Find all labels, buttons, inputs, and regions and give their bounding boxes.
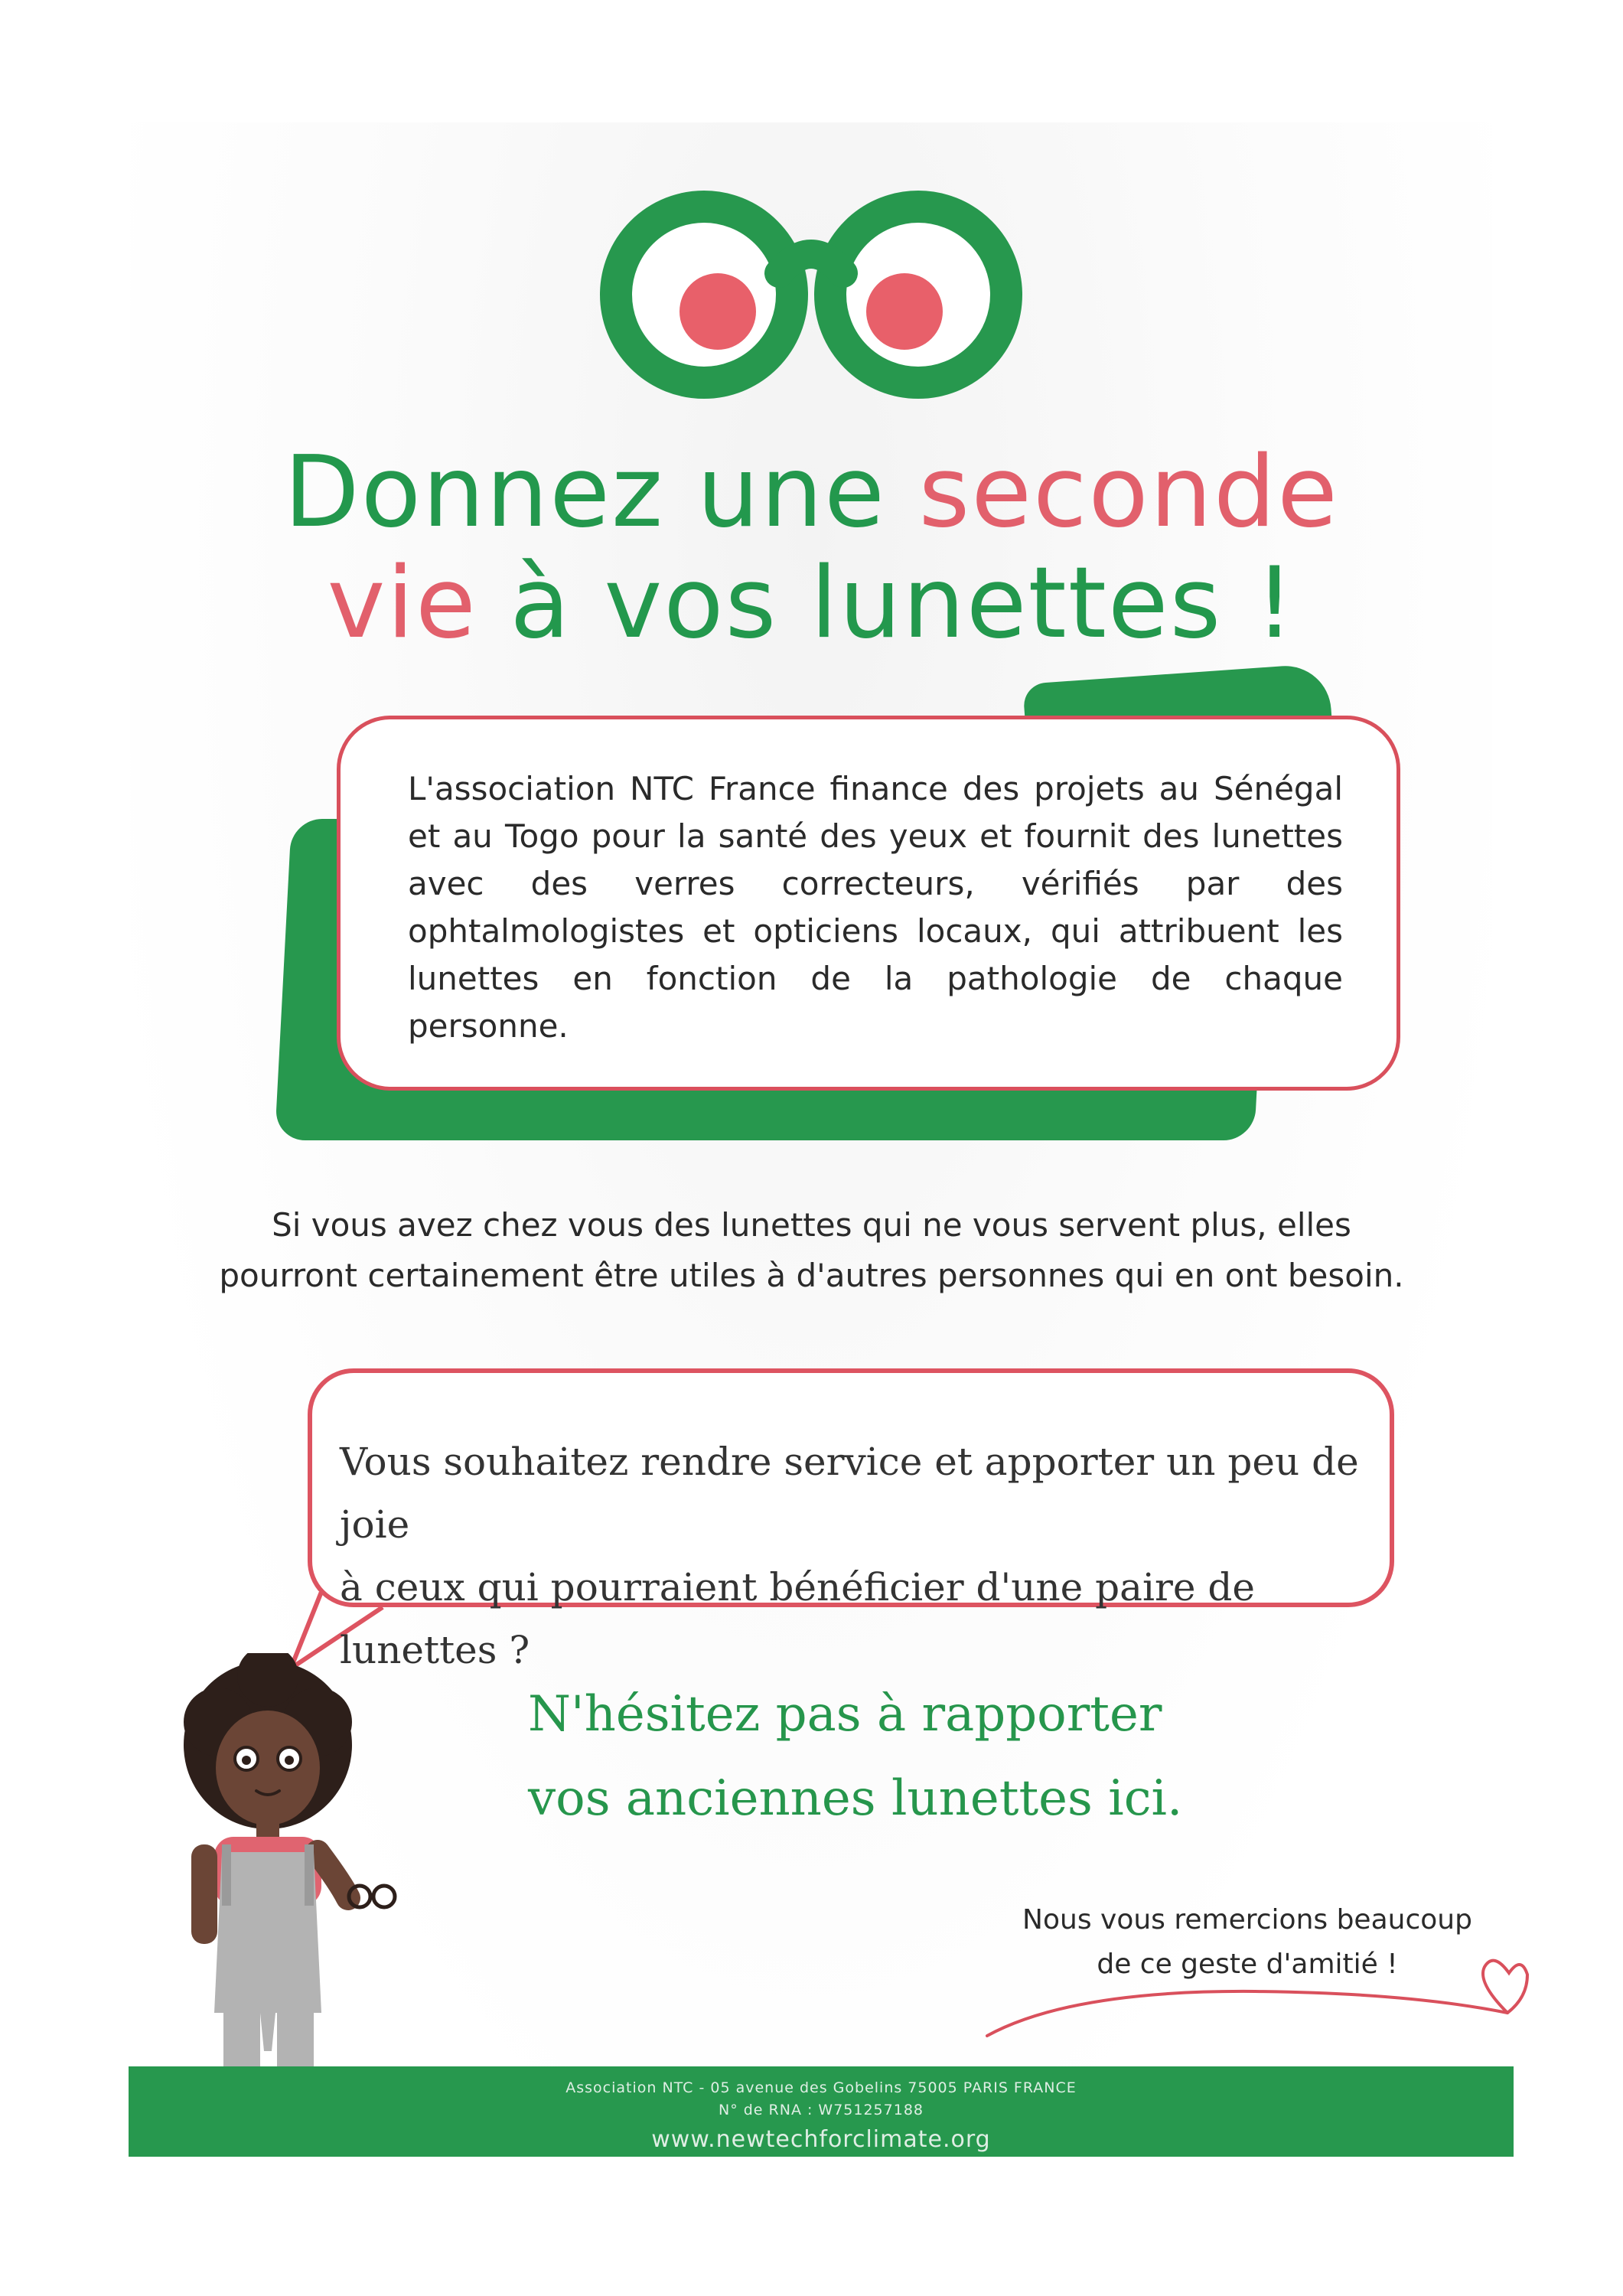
child-illustration: [176, 1653, 421, 2128]
info-box: [337, 716, 1400, 1091]
headline-highlight: seconde: [918, 435, 1339, 550]
headline-part: Donnez une: [284, 435, 919, 550]
middle-paragraph-line: Si vous avez chez vous des lunettes qui ne vous servent plus, elles: [272, 1206, 1351, 1244]
footer-website-link[interactable]: www.newtechforclimate.org: [651, 2126, 991, 2153]
footer-rna: N° de RNA : W751257188: [718, 2102, 924, 2118]
speech-bubble: [308, 1368, 1394, 1672]
headline-part: à vos lunettes !: [477, 546, 1296, 660]
middle-paragraph-line: pourront certainement être utiles à d'autres personnes qui en ont besoin.: [219, 1257, 1404, 1294]
middle-paragraph: [0, 1200, 1623, 1301]
headline-line-2: [0, 546, 1623, 660]
headline-highlight: vie: [327, 546, 477, 660]
speech-bubble-text: Vous souhaitez rendre service et apporter un peu de joie à ceux qui pourraient bénéficier d'une paire de lunettes ?: [340, 1440, 1359, 1672]
call-to-action: N'hésitez pas à rapporter vos anciennes lunettes ici.: [528, 1686, 1183, 1827]
thanks-message: Nous vous remercions beaucoup de ce geste d'amitié !: [1022, 1904, 1472, 1980]
footer-address: Association NTC - 05 avenue des Gobelins 75005 PARIS FRANCE: [565, 2079, 1077, 2096]
info-box-text: L'association NTC France finance des projets au Sénégal et au Togo pour la santé des yeux et fournit des lunettes avec des verres correcteurs, vérifiés par des ophtalmologistes et opticiens locaux, qui attribuent les lunettes en fonction de la pathologie de chaque personne.: [408, 770, 1343, 1045]
footer-bar: [129, 2066, 1514, 2157]
headline-line-1: [0, 435, 1623, 550]
heart-swoosh-icon: [979, 1936, 1530, 2059]
glasses-logo-icon: [597, 188, 1025, 402]
